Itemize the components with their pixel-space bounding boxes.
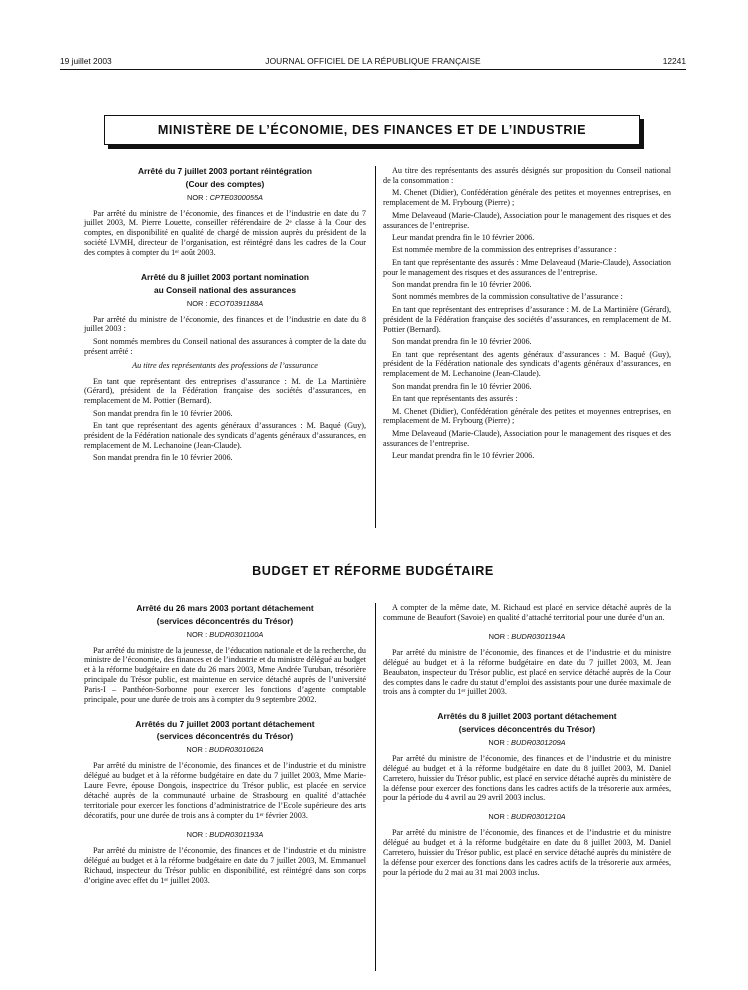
paragraph: Est nommée membre de la commission des entreprises d’assurance : — [392, 245, 617, 255]
paragraph: Son mandat prendra fin le 10 février 2006. — [392, 337, 532, 347]
section1-right-column — [383, 166, 671, 461]
nor-reference: NOR : BUDR0301100A — [186, 629, 264, 639]
paragraph: Par arrêté du ministre de l’économie, des finances et de l’industrie et du ministre délégué au budget et à la réforme budgétaire en date du 7 juillet 2003, M. Emmanuel Richaud, inspecteur du Trésor public en disponibilité, est réintégré dans son corps d’origine avec effet du 1ᵉʳ juillet 2003. — [84, 845, 366, 885]
article-title: Arrêté du 26 mars 2003 portant détachement — [136, 603, 314, 613]
paragraph: A compter de la même date, M. Richaud est placé en service détaché auprès de la commune de Beaufort (Savoie) en qualité d’attaché territorial pour une durée d’un an. — [383, 603, 671, 622]
paragraph: Par arrêté du ministre de l’économie, des finances et de l’industrie et du ministre délégué au budget et à la réforme budgétaire en date du 8 juillet 2003, M. Daniel Carretero, huissier du Trésor public, est placé en service détaché auprès du ministère de la défense pour exercer des fonctions dans les cadres actifs de la trésorerie aux armées, pour la période du 4 avril au 29 avril 2003 inclus. — [383, 753, 671, 803]
paragraph: Sont nommés membres du Conseil national des assurances à compter de la date du présent arrêté : — [84, 336, 366, 356]
section2-left-column — [84, 603, 366, 886]
nor-code: BUDR0301194A — [511, 631, 566, 641]
article-subtitle: (Cour des comptes) — [185, 178, 265, 189]
article-title: Arrêtés du 8 juillet 2003 portant détachement — [437, 711, 617, 722]
nor-code: BUDR0301210A — [510, 812, 566, 822]
nor-reference: NOR : BUDR0301209A — [488, 737, 566, 747]
paragraph: M. Chenet (Didier), Confédération générale des petites et moyennes entreprises, en remplacement de M. Frybourg (Pierre) ; — [383, 406, 671, 426]
spacer — [84, 821, 366, 826]
nor-reference: NOR : BUDR0301194A — [488, 631, 566, 641]
header-page-number: 12241 — [662, 56, 686, 66]
paragraph: Son mandat prendra fin le 10 février 2006. — [93, 408, 233, 418]
paragraph: Au titre des représentants des assurés désignés sur proposition du Conseil national de la consommation : — [383, 166, 671, 185]
paragraph: Son mandat prendra fin le 10 février 2006. — [93, 453, 233, 463]
paragraph: Par arrêté du ministre de l’économie, des finances et de l’industrie en date du 7 juillet 2003, M. Pierre Louette, conseiller référendaire de 2ᵉ classe à la Cour des comptes, en disponibilité en qualité de chargé de mission auprès du président de la société LVMH, directeur de l’organisation, est réintégré dans les cadres de la Cour des comptes à compter du 1ᵉʳ août 2003. — [84, 208, 366, 258]
paragraph: Par arrêté du ministre de l’économie, des finances et de l’industrie et du ministre délégué au budget et à la réforme budgétaire en date du 7 juillet 2003, M. Jean Beaubaton, inspecteur du Trésor public, est placé en service détaché auprès de la Cour des comptes dans le cadre du statut d’emploi des assistants pour une durée maximale de trois ans à compter du 1ᵉʳ juillet 2003. — [383, 647, 671, 697]
article-subtitle: au Conseil national des assurances — [154, 284, 296, 295]
spacer — [84, 705, 366, 719]
paragraph: Par arrêté du ministre de l’économie, des finances et de l’industrie et du ministre délégué au budget et à la réforme budgétaire en date du 7 juillet 2003, Mme Marie-Laure Fevre, épouse Dongois, inspectrice du Trésor public, est placée en service détaché auprès de la communauté urbaine de Strasbourg en qualité d’attachée territoriale pour exercer les fonctions d’administratrice de l’Ecole supérieure des arts décoratifs, pour une durée de trois ans à compter du 1ᵉʳ février 2003. — [84, 761, 366, 820]
paragraph: Son mandat prendra fin le 10 février 2006. — [392, 381, 532, 391]
paragraph: Son mandat prendra fin le 10 février 2006. — [392, 280, 532, 290]
nor-reference: NOR : BUDR0301062A — [186, 745, 264, 755]
paragraph: Par arrêté du ministre de l’économie, des finances et de l’industrie et du ministre délégué au budget et à la réforme budgétaire en date du 8 juillet 2003, M. Daniel Carretero, huissier du Trésor public, est placé en service détaché auprès du ministère de la défense pour exercer des fonctions dans les cadres actifs de la trésorerie aux armées, pour la période du 2 mai au 31 mai 2003 inclus. — [383, 828, 671, 877]
spacer — [84, 258, 366, 272]
article-subtitle: (services déconcentrés du Trésor) — [156, 615, 294, 626]
paragraph: Leur mandat prendra fin le 10 février 2006. — [392, 451, 535, 461]
article-subtitle: (services déconcentrés du Trésor) — [458, 723, 596, 734]
nor-code: BUDR0301193A — [209, 829, 264, 839]
spacer — [383, 803, 671, 808]
spacer — [383, 697, 671, 711]
section-heading: BUDGET ET RÉFORME BUDGÉTAIRE — [252, 564, 494, 578]
header-journal-title: JOURNAL OFFICIEL DE LA RÉPUBLIQUE FRANÇAISE — [265, 56, 481, 66]
paragraph: En tant que représentant des agents généraux d’assurances : M. Baqué (Guy), président de la Fédération nationale des syndicats d’agents généraux d’assurances, en remplacement de M. Lechanoine (Jean-Claude). — [84, 421, 366, 450]
paragraph: Mme Delaveaud (Marie-Claude), Association pour le management des risques et des assurances de l’entreprise. — [383, 210, 671, 230]
paragraph: M. Chenet (Didier), Confédération générale des petites et moyennes entreprises, en remplacement de M. Frybourg (Pierre) ; — [383, 188, 671, 208]
spacer — [383, 623, 671, 628]
nor-reference: NOR : ECOT0391188A — [186, 298, 264, 308]
paragraph: Par arrêté du ministre de l’économie, des finances et de l’industrie en date du 8 juillet 2003 : — [84, 314, 366, 334]
subheading: Au titre des représentants des professions de l’assurance — [132, 360, 318, 370]
paragraph: En tant que représentant des entreprises d’assurance : M. de La Martinière (Gérard), président de la Fédération française des sociétés d’assurances, en remplacement de M. Pottier (Bernard). — [84, 376, 366, 406]
nor-code: BUDR0301209A — [510, 737, 566, 747]
header-rule — [60, 69, 686, 70]
nor-reference: NOR : BUDR0301210A — [488, 812, 566, 822]
article-subtitle: (services déconcentrés du Trésor) — [156, 731, 294, 742]
ministry-heading: MINISTÈRE DE L’ÉCONOMIE, DES FINANCES ET DE L’INDUSTRIE — [157, 123, 587, 137]
header-date: 19 juillet 2003 — [60, 56, 112, 66]
nor-reference: NOR : BUDR0301193A — [186, 829, 264, 839]
column-divider — [375, 603, 376, 971]
section2-right-column — [383, 603, 671, 878]
paragraph: En tant que représentants des assurés : — [392, 394, 518, 404]
nor-reference: NOR : CPTE0300055A — [186, 192, 263, 202]
article-title: Arrêté du 8 juillet 2003 portant nomination — [141, 272, 309, 283]
nor-code: BUDR0301062A — [208, 745, 264, 755]
nor-code: BUDR0301100A — [209, 629, 264, 639]
section1-left-column — [84, 166, 366, 463]
nor-code: ECOT0391188A — [209, 298, 264, 308]
column-divider — [375, 166, 376, 528]
running-header — [60, 56, 686, 68]
paragraph: En tant que représentant des agents généraux d’assurances : M. Baqué (Guy), président de la Fédération nationale des syndicats d’agents généraux d’assurances, en remplacement de M. Lechanoine (Jean-Claude). — [383, 349, 671, 379]
paragraph: Mme Delaveaud (Marie-Claude), Association pour le management des risques et des assurances de l’entreprise. — [383, 428, 671, 448]
paragraph: Leur mandat prendra fin le 10 février 2006. — [392, 232, 535, 242]
paragraph: Par arrêté du ministre de la jeunesse, de l’éducation nationale et de la recherche, du ministre de l’économie, des finances et de l’industrie et du ministre délégué au budget et à la réforme budgétaire en date du 26 mars 2003, Mme Andrée Turuban, trésorière principale du Trésor public, est maintenue en service détaché auprès de l’université Paris-I – Panthéon-Sorbonne pour exercer les fonctions d’agente comptable principale, pour une durée de trois ans à compter du 9 septembre 2002. — [84, 645, 366, 705]
ministry-heading-box — [104, 115, 640, 145]
paragraph: En tant que représentante des assurés : Mme Delaveaud (Marie-Claude), Association pour le management des risques et des assurances de l’entreprise. — [383, 257, 671, 277]
paragraph: En tant que représentant des entreprises d’assurance : M. de La Martinière (Gérard), président de la Fédération française des sociétés d’assurances, en remplacement de M. Pottier (Bernard). — [383, 304, 671, 334]
paragraph: Sont nommés membres de la commission consultative de l’assurance : — [392, 292, 623, 302]
article-title: Arrêté du 7 juillet 2003 portant réintégration — [137, 166, 313, 176]
nor-code: CPTE0300055A — [209, 192, 263, 202]
article-title: Arrêtés du 7 juillet 2003 portant détachement — [135, 718, 315, 729]
